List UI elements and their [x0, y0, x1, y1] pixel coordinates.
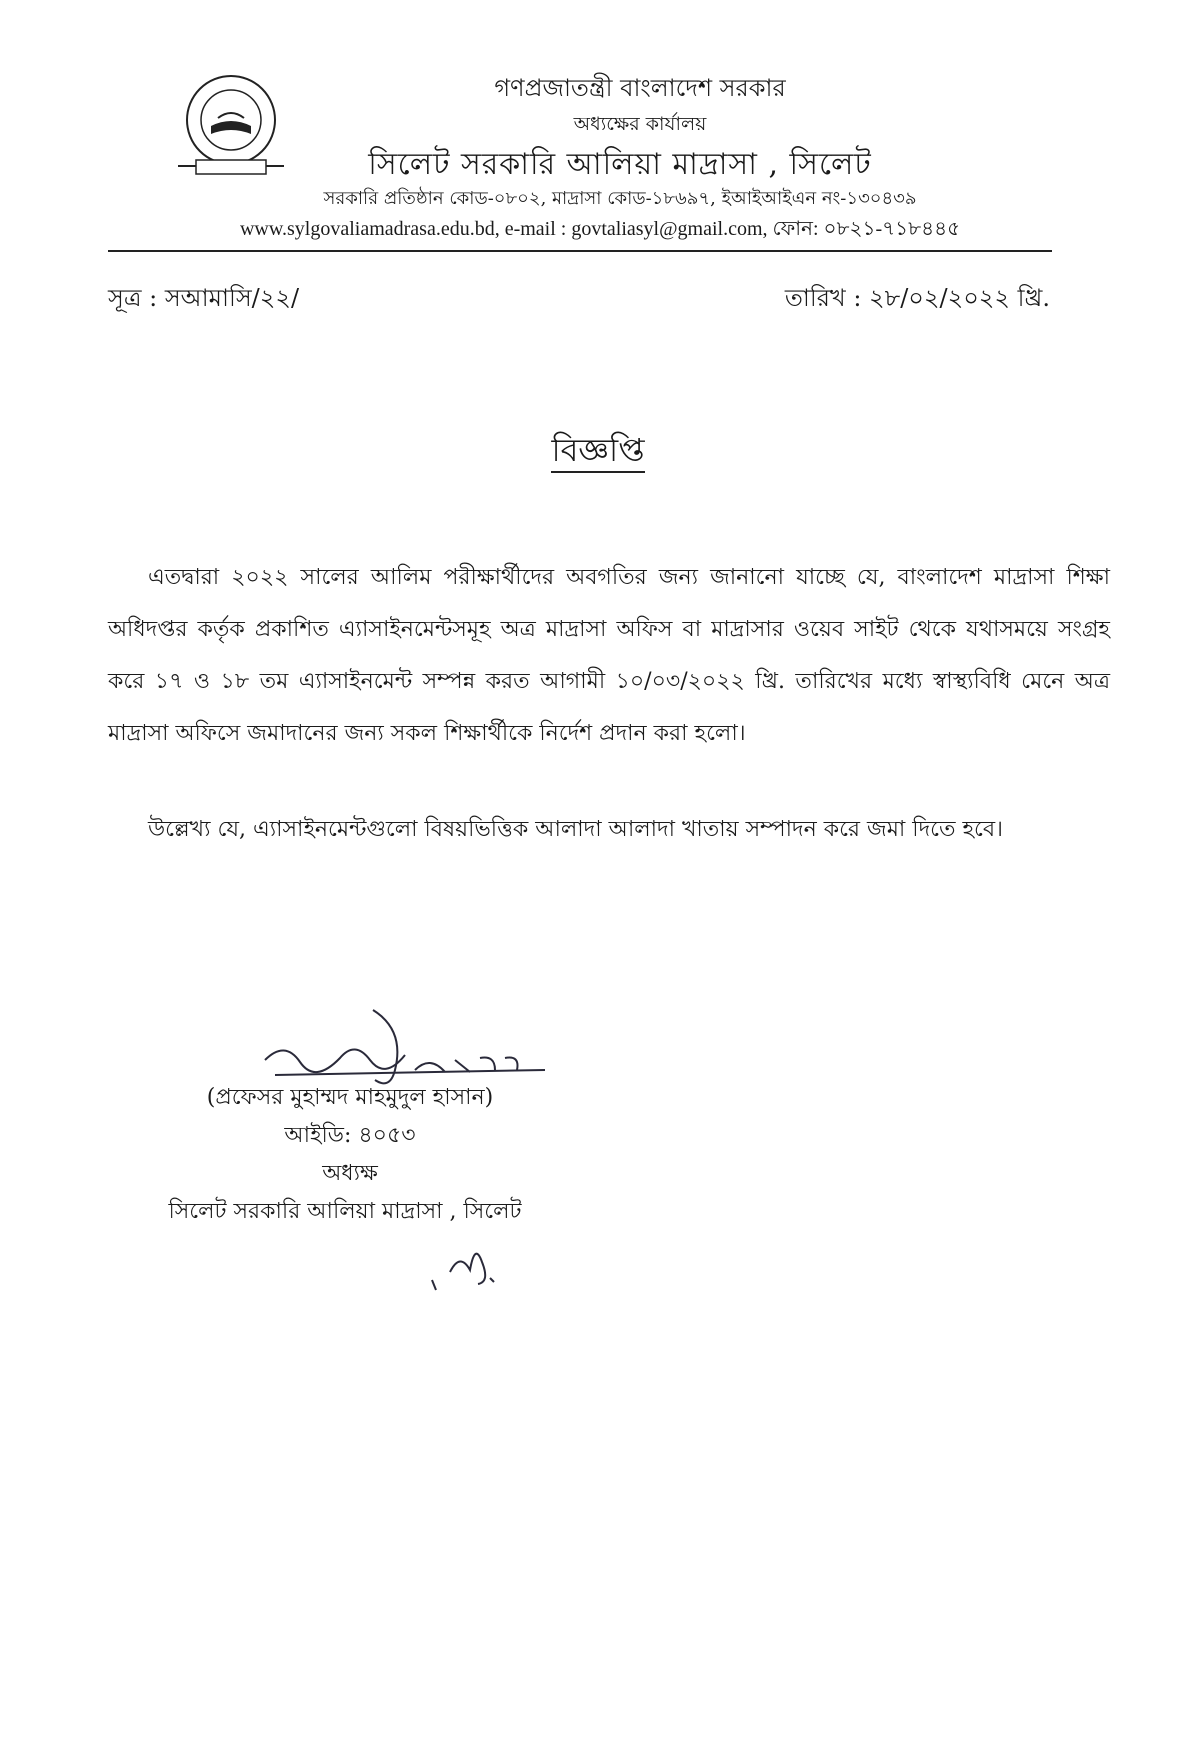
signatory-designation: অধ্যক্ষ [322, 1161, 378, 1186]
reference-number: সূত্র : সআমাসি/২২/ [108, 284, 300, 312]
government-heading: গণপ্রজাতন্ত্রী বাংলাদেশ সরকার [494, 74, 786, 102]
madrasa-seal-logo [176, 68, 286, 178]
signatory-id: আইডি: ৪০৫৩ [284, 1123, 416, 1148]
institution-codes: সরকারি প্রতিষ্ঠান কোড-০৮০২, মাদ্রাসা কোড-১৮৬৯৭, ইআইআইএন নং-১৩০৪৩৯ [323, 188, 917, 209]
notice-title-text: বিজ্ঞপ্তি [551, 431, 644, 473]
handwritten-initials [420, 1232, 510, 1302]
notice-note: উল্লেখ্য যে, এ্যাসাইনমেন্টগুলো বিষয়ভিত্তিক আলাদা আলাদা খাতায় সম্পাদন করে জমা দিতে হবে। [148, 817, 1004, 842]
notice-date: তারিখ : ২৮/০২/২০২২ খ্রি. [784, 284, 1050, 312]
signatory-name: (প্রফেসর মুহাম্মদ মাহমুদুল হাসান) [206, 1085, 494, 1110]
header-divider [108, 250, 1052, 252]
notice-title [400, 425, 796, 479]
institution-name: সিলেট সরকারি আলিয়া মাদ্রাসা , সিলেট [368, 147, 872, 182]
contact-line: www.sylgovaliamadrasa.edu.bd, e-mail : govtaliasyl@gmail.com, ফোন: ০৮২১-৭১৮৪৪৫ [239, 218, 961, 240]
notice-body: এতদ্বারা ২০২২ সালের আলিম পরীক্ষার্থীদের অবগতির জন্য জানানো যাচ্ছে যে, বাংলাদেশ মাদ্রাসা শিক্ষা অধিদপ্তর কর্তৃক প্রকাশিত এ্যাসাইনমেন্টসমূহ অত্র মাদ্রাসা অফিস বা মাদ্রাসার ওয়েব সাইট থেকে যথাসময়ে সংগ্রহ করে ১৭ ও ১৮ তম এ্যাসাইনমেন্ট সম্পন্ন করত আগামী ১০/০৩/২০২২ খ্রি. তারিখের মধ্যে স্বাস্থ্যবিধি মেনে অত্র মাদ্রাসা অফিসে জমাদানের জন্য সকল শিক্ষার্থীকে নির্দেশ প্রদান করা হলো। [108, 565, 1110, 746]
signatory-institution: সিলেট সরকারি আলিয়া মাদ্রাসা , সিলেট [168, 1199, 522, 1224]
office-heading: অধ্যক্ষের কার্যালয় [573, 113, 707, 135]
